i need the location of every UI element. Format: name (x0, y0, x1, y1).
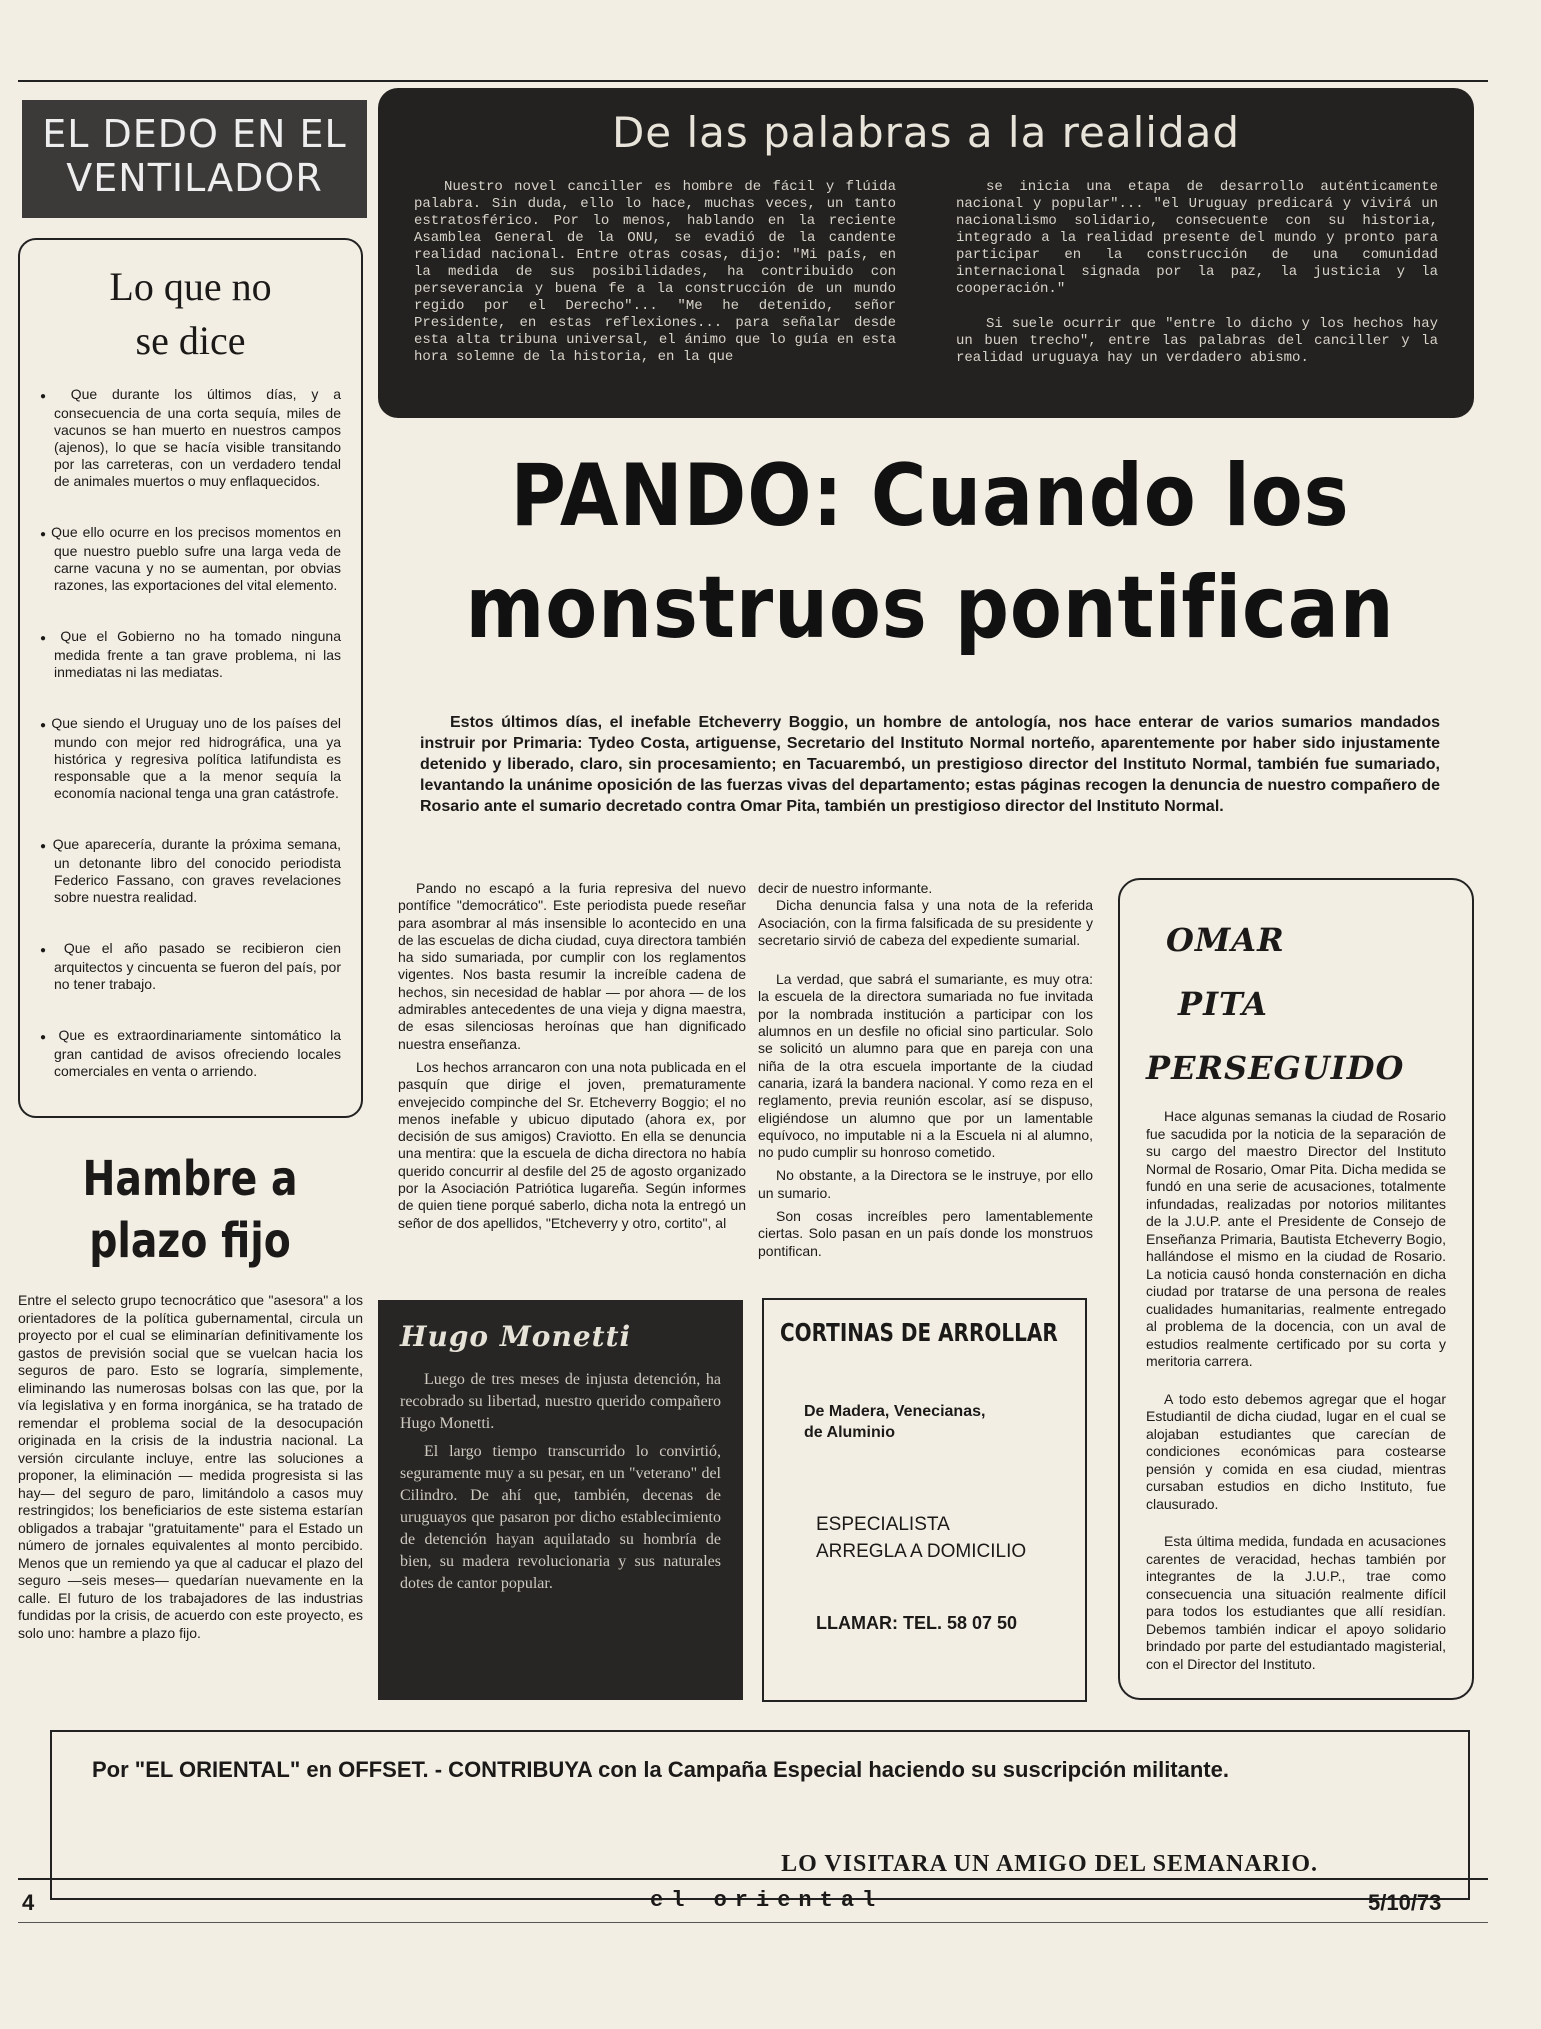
main-headline (400, 440, 1460, 664)
headline-line2: monstruos pontifican (465, 558, 1395, 658)
editorial-columns (414, 179, 1438, 367)
lo-que-no-se-dice-box (18, 238, 363, 1118)
column-banner-line1: EL DEDO EN EL (42, 112, 347, 156)
cortinas-ad (762, 1298, 1087, 1702)
article-paragraph: Los hechos arrancaron con una nota publicada en el pasquín que dirige el joven, prematuramente envejecido compinche del Sr. Etcheverry Boggio; el no menos inefable y ubicuo diputado (ahora ex, por decisión de sus amigos) Craviotto. En ella se denuncia una mentira: que la escuela de dicha directora no había querido concurrir al desfile del 25 de agosto organizado por la Asociación Patriótica lugareña. Según informes de quien tiene porqué saberlo, dicha nota la entregó un señor de dos apellidos, "Etcheverry y otro, cortito", al (398, 1058, 746, 1231)
hambre-title-line1: Hambre a (82, 1151, 298, 1207)
column-banner-line2: VENTILADOR (66, 156, 323, 200)
issue-date: 5/10/73 (1368, 1890, 1442, 1915)
ad-headline: CORTINAS DE ARROLLAR (780, 1318, 1058, 1347)
hambre-body: Entre el selecto grupo tecnocrático que "asesora" a los orientadores de la política gubernamental, circula un proyecto por el cual se eliminarían definitivamente los gastos de previsión social que se vuelcan hacia los seguros de paro. Esto se lograría, simplemente, eliminando las numerosas bolsas con las que, por la vía legislativa y en forma inorgánica, se ha tratado de remendar el problema social de la desocupación originada en la crisis de la industria nacional. La versión circulante incluye, entre las soluciones a proponer, la eliminación — medida progresista si las hay— del seguro de paro, limitándolo a casos muy restringidos; los beneficiarios de este sistema estarían obligados a trabajar "gratuitamente" para el Estado un número de jornales equivalentes al monto percibido. Menos que un remiendo ya que al caducar el plazo del seguro —seis meses— quedarían nuevamente en la calle. El futuro de los trabajadores de las industrias fundidas por la crisis, de acuerdo con este proyecto, es solo uno: hambre a plazo fijo. (18, 1292, 363, 1641)
publication-name: el oriental (650, 1888, 884, 1913)
omar-paragraph: Hace algunas semanas la ciudad de Rosario fue sacudida por la noticia de la separación de su cargo del maestro Director del Instituto Normal de Rosario, Omar Pita. Dicha medida se fundó en una serie de acusaciones, totalmente infundadas, realizadas por notorios militantes de la J.U.P. ante el Presidente de Consejo de Enseñanza Primaria, Bautista Etcheverry Bogio, hallándose el mismo en la ciudad de Rosario. La noticia causó honda consternación en dicha ciudad por tratarse de una persona de reales cualidades humanitarias, realmente entregado al problema de la docencia, con un aval de estudios realmente certificado por su corta y meritoria carrera. (1146, 1108, 1446, 1369)
sidebar-bullet: ● Que es extraordinariamente sintomático la gran cantidad de avisos ofreciendo locales comerciales en venta o arriendo. (40, 1027, 341, 1080)
omar-pita-box (1118, 878, 1474, 1700)
article-paragraph: Son cosas increíbles pero lamentablemente ciertas. Solo pasan en un país donde los monstruos pontifican. (758, 1208, 1093, 1259)
footer-rule (18, 1878, 1488, 1880)
omar-title-line2: PITA (1178, 985, 1268, 1023)
footer-rule-bottom (18, 1922, 1488, 1923)
sidebar-bullet-list (40, 386, 341, 1080)
sidebar-bullet: ● Que siendo el Uruguay uno de los países del mundo con mejor red hidrográfica, una ya histórica y regresiva política latifundista es responsable que a la menor sequía la economía nacional tenga una gran catástrofe. (40, 715, 341, 802)
ad-spec-line1: ESPECIALISTA (816, 1514, 950, 1535)
omar-paragraph: A todo esto debemos agregar que el hogar Estudiantil de dicha ciudad, lugar en el cual se alojaban estudiantes que carecían de condiciones económicas para costearse pensión y comida en esa ciudad, mientras cursaban estudios en dicho Instituto, fue clausurado. (1146, 1390, 1446, 1512)
top-rule (18, 80, 1488, 82)
sidebar-title-line1: Lo que no (109, 264, 272, 309)
hugo-paragraph: El largo tiempo transcurrido lo convirtió, seguramente muy a su pesar, en un "veterano" del Cilindro. De ahí que, también, decenas de uruguayos que pasaron por dicho establecimiento de detención hayan aquilatado su hombría de bien, su madera revolucionaria y sus naturales dotes de cantor popular. (400, 1443, 721, 1592)
editorial-box (378, 88, 1474, 418)
campaign-line2: LO VISITARA UN AMIGO DEL SEMANARIO. (781, 1851, 1318, 1877)
editorial-col2b: Si suele ocurrir que "entre lo dicho y los hechos hay un buen trecho", entre las palabras del canciller y la realidad uruguaya hay un verdadero abismo. (956, 316, 1438, 366)
editorial-col2a: se inicia una etapa de desarrollo auténticamente nacional y popular"... "el Uruguay predicará y vivirá un nacionalismo solidario, consecuente con su historia, integrado a la realidad presente del mundo y pronto para participar en la construcción de una comunidad internacional signada por la paz, la justicia y la cooperación." (956, 179, 1438, 297)
hugo-monetti-box (378, 1300, 743, 1700)
article-paragraph: Dicha denuncia falsa y una nota de la referida Asociación, con la firma falsificada de su presidente y secretario sirvió de cabeza del expediente sumarial. (758, 897, 1093, 948)
sidebar-bullet: ● Que aparecería, durante la próxima semana, un detonante libro del conocido periodista Federico Fassano, con graves revelaciones sobre nuestra realidad. (40, 836, 341, 906)
article-column-b (758, 880, 1093, 1266)
hugo-paragraph: Luego de tres meses de injusta detención, ha recobrado su libertad, nuestro querido compañero Hugo Monetti. (400, 1371, 721, 1432)
campaign-line1: Por "EL ORIENTAL" en OFFSET. - CONTRIBUYA con la Campaña Especial haciendo su suscripción militante. (92, 1757, 1229, 1782)
omar-body (1146, 1108, 1446, 1673)
omar-paragraph: Esta última medida, fundada en acusaciones carentes de veracidad, hechas también por integrantes de la J.U.P., trae como consecuencia una situación realmente difícil para todos los estudiantes que allí residían. Debemos también indicar el apoyo solidario brindado por parte del estudiantado magisterial, con el Director del Instituto. (1146, 1533, 1446, 1672)
sidebar-bullet: ● Que durante los últimos días, y a consecuencia de una corta sequía, miles de vacunos se han muerto en nuestros campos (ajenos), lo que se hacía visible transitando por las carreteras, con un verdadero tendal de animales muertos o muy enflaquecidos. (40, 386, 341, 490)
sidebar-title (40, 260, 341, 368)
article-paragraph: No obstante, a la Directora se le instruye, por ello un sumario. (758, 1167, 1093, 1201)
article-paragraph: decir de nuestro informante. (758, 880, 933, 896)
campaign-box (50, 1730, 1470, 1900)
ad-subtitle-line2: de Aluminio (804, 1424, 895, 1441)
column-banner (22, 100, 367, 218)
hugo-title: Hugo Monetti (400, 1320, 632, 1353)
sidebar-title-line2: se dice (135, 318, 246, 363)
editorial-col1: Nuestro novel canciller es hombre de fácil y flúida palabra. Sin duda, ello lo hace, muchas veces, un tanto estratosférico. Por lo menos, hablando en la reciente Asamblea General de la ONU, se evadió de la candente realidad nacional. Entre otras cosas, dijo: "Mi país, en la medida de sus posibilidades, ha contribuido con perseverancia y buena fe a la construcción de un mundo regido por el Derecho"... "Me he detenido, señor Presidente, en estas reflexiones... para señalar desde esta alta tribuna universal, el ánimo que lo guía en esta hora solemne de la historia, en la que (414, 179, 896, 365)
omar-title (1146, 908, 1446, 1100)
ad-spec-line2: ARREGLA A DOMICILIO (816, 1541, 1027, 1562)
hambre-title (67, 1148, 313, 1272)
ad-subtitle-line1: De Madera, Venecianas, (804, 1403, 986, 1420)
ad-subtitle (804, 1401, 1069, 1443)
ad-phone: LLAMAR: TEL. 58 07 50 (816, 1613, 1018, 1633)
article-paragraph: La verdad, que sabrá el sumariante, es muy otra: la escuela de la directora sumariada no fue invitada por la nombrada institución a participar con los alumnos en un desfile no oficial sino particular. Solo se solicitó un alumno para que en pareja con una niña de la otra escuela importante de la ciudad canaria, izará la bandera nacional. Y como reza en el reglamento, previa reunión escolar, así se dispuso, eligiéndose un alumno que por un lamentable equívoco, no imputable ni a la Escuela ni al alumno, no pudo cumplir su honroso cometido. (758, 971, 1093, 1161)
omar-title-line1: OMAR (1166, 921, 1285, 959)
article-paragraph: Pando no escapó a la furia represiva del nuevo pontífice "democrático". Este periodista puede reseñar para asombrar al más insensible lo acontecido en una de las escuelas de dicha ciudad, cuya directora también ha sido sumariada, por cumplir con los reglamentos vigentes. Nos basta resumir la increíble cadena de hechos, sin necesidad de hablar — por ahora — de los admirables antecedentes de una vieja y digna maestra, de esas silenciosas heroínas que han dignificado nuestra enseñanza. (398, 880, 746, 1052)
editorial-title: De las palabras a la realidad (611, 108, 1241, 157)
article-column-a (398, 880, 746, 1238)
sidebar-bullet: ● Que el año pasado se recibieron cien arquitectos y cincuenta se fueron del país, por no tener trabajo. (40, 940, 341, 993)
page-number: 4 (22, 1890, 35, 1915)
sidebar-bullet: ● Que el Gobierno no ha tomado ninguna medida frente a tan grave problema, ni las inmediatas ni las mediatas. (40, 628, 341, 681)
article-lead: Estos últimos días, el inefable Etcheverry Boggio, un hombre de antología, nos hace enterar de varios sumarios mandados instruir por Primaria: Tydeo Costa, artiguense, Secretario del Instituto Normal norteño, aparentemente por haber sido injustamente detenido y liberado, claro, sin procesamiento; en Tacuarembó, un prestigioso director del Instituto Normal, también fue sumariado, levantando la unánime oposición de las fuerzas vivas del departamento; estas páginas recogen la denuncia de nuestro compañero de Rosario ante el sumario decretado contra Omar Pita, también un prestigioso director del Instituto Normal. (420, 714, 1440, 815)
hambre-title-line2: plazo fijo (89, 1213, 291, 1269)
editorial-col2 (956, 179, 1438, 367)
sidebar-bullet: ● Que ello ocurre en los precisos momentos en que nuestro pueblo sufre una larga veda de carne vacuna y no se aumentan, por obvias razones, las exportaciones del vital elemento. (40, 524, 341, 594)
ad-specialist (816, 1511, 1069, 1565)
headline-line1: PANDO: Cuando los (510, 446, 1350, 546)
omar-title-line3: PERSEGUIDO (1146, 1049, 1405, 1087)
